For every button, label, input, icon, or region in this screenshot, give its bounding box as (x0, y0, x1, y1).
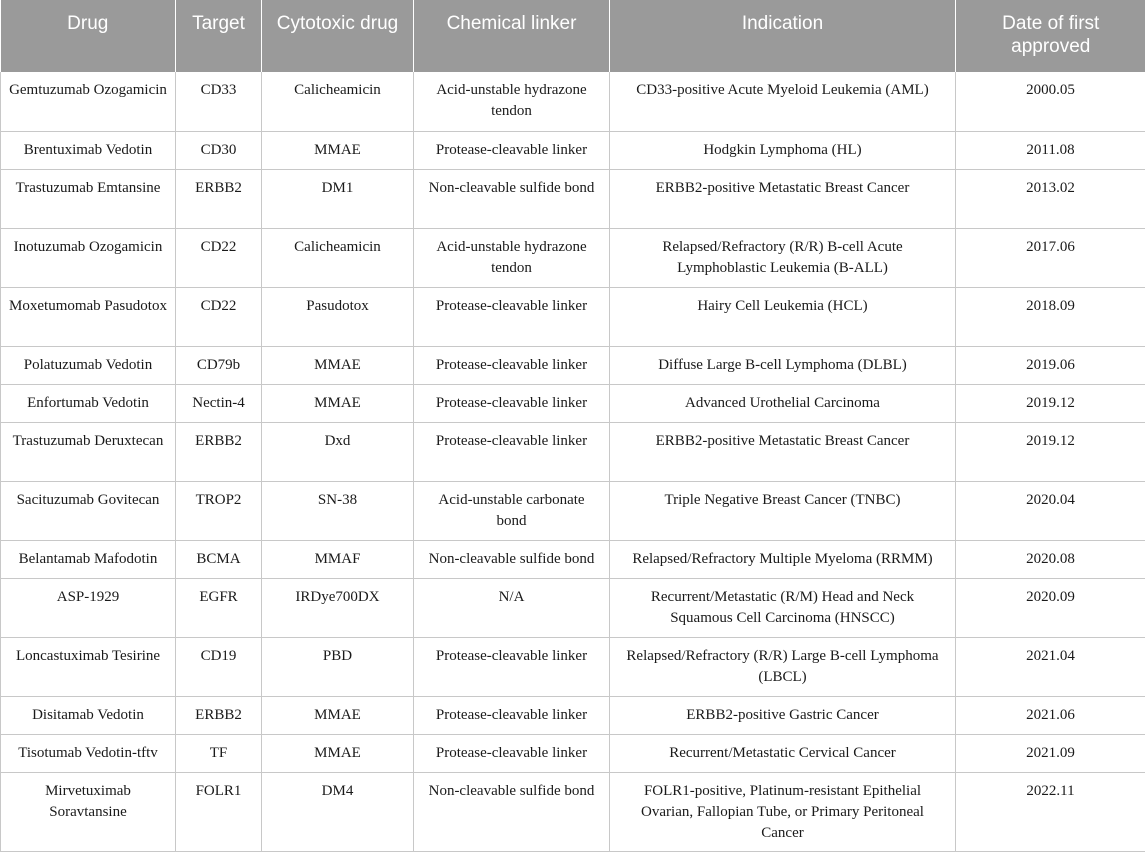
cell-date: 2000.05 (956, 72, 1145, 131)
cell-linker: Acid-unstable hydrazone tendon (414, 72, 610, 131)
cell-linker: Non-cleavable sulfide bond (414, 540, 610, 578)
cell-indication: Relapsed/Refractory (R/R) Large B-cell Lymphoma (LBCL) (610, 637, 956, 696)
cell-drug: Enfortumab Vedotin (1, 384, 176, 422)
cell-target: ERBB2 (176, 169, 262, 228)
table-row (1, 169, 1145, 228)
cell-cytotoxic: MMAE (262, 734, 414, 772)
cell-date: 2019.12 (956, 422, 1145, 481)
cell-target: ERBB2 (176, 696, 262, 734)
cell-target: CD19 (176, 637, 262, 696)
cell-indication: CD33-positive Acute Myeloid Leukemia (AML) (610, 72, 956, 131)
cell-drug: Mirvetuximab Soravtansine (1, 772, 176, 851)
cell-cytotoxic: Pasudotox (262, 287, 414, 346)
cell-cytotoxic: Dxd (262, 422, 414, 481)
cell-target: CD33 (176, 72, 262, 131)
cell-linker: Protease-cleavable linker (414, 734, 610, 772)
cell-target: FOLR1 (176, 772, 262, 851)
table-row (1, 72, 1145, 131)
cell-cytotoxic: SN-38 (262, 481, 414, 540)
cell-indication: Relapsed/Refractory Multiple Myeloma (RRMM) (610, 540, 956, 578)
cell-drug: Trastuzumab Deruxtecan (1, 422, 176, 481)
cell-cytotoxic: PBD (262, 637, 414, 696)
cell-indication: Hodgkin Lymphoma (HL) (610, 131, 956, 169)
cell-indication: ERBB2-positive Gastric Cancer (610, 696, 956, 734)
cell-drug: Belantamab Mafodotin (1, 540, 176, 578)
cell-indication: Advanced Urothelial Carcinoma (610, 384, 956, 422)
cell-date: 2017.06 (956, 228, 1145, 287)
cell-drug: Gemtuzumab Ozogamicin (1, 72, 176, 131)
cell-indication: FOLR1-positive, Platinum-resistant Epithelial Ovarian, Fallopian Tube, or Primary Peritoneal Cancer (610, 772, 956, 851)
table-row (1, 637, 1145, 696)
cell-drug: Brentuximab Vedotin (1, 131, 176, 169)
cell-date: 2019.12 (956, 384, 1145, 422)
cell-drug: Loncastuximab Tesirine (1, 637, 176, 696)
header-chemical-linker: Chemical linker (414, 0, 610, 72)
cell-date: 2021.04 (956, 637, 1145, 696)
cell-indication: Diffuse Large B-cell Lymphoma (DLBL) (610, 346, 956, 384)
cell-target: TROP2 (176, 481, 262, 540)
cell-cytotoxic: MMAE (262, 131, 414, 169)
cell-drug: Inotuzumab Ozogamicin (1, 228, 176, 287)
cell-indication: Recurrent/Metastatic Cervical Cancer (610, 734, 956, 772)
cell-indication: Hairy Cell Leukemia (HCL) (610, 287, 956, 346)
cell-date: 2022.11 (956, 772, 1145, 851)
header-drug: Drug (1, 0, 176, 72)
table-row (1, 540, 1145, 578)
cell-target: ERBB2 (176, 422, 262, 481)
cell-indication: Recurrent/Metastatic (R/M) Head and Neck Squamous Cell Carcinoma (HNSCC) (610, 578, 956, 637)
cell-cytotoxic: MMAE (262, 384, 414, 422)
cell-target: EGFR (176, 578, 262, 637)
cell-cytotoxic: Calicheamicin (262, 228, 414, 287)
cell-cytotoxic: MMAE (262, 346, 414, 384)
cell-target: CD22 (176, 287, 262, 346)
header-cytotoxic-drug: Cytotoxic drug (262, 0, 414, 72)
cell-linker: Non-cleavable sulfide bond (414, 772, 610, 851)
cell-linker: Non-cleavable sulfide bond (414, 169, 610, 228)
cell-target: CD30 (176, 131, 262, 169)
table-row (1, 384, 1145, 422)
cell-drug: Moxetumomab Pasudotox (1, 287, 176, 346)
cell-drug: Disitamab Vedotin (1, 696, 176, 734)
cell-drug: ASP-1929 (1, 578, 176, 637)
cell-linker: Protease-cleavable linker (414, 384, 610, 422)
cell-linker: Acid-unstable carbonate bond (414, 481, 610, 540)
cell-cytotoxic: MMAE (262, 696, 414, 734)
cell-target: BCMA (176, 540, 262, 578)
cell-date: 2021.06 (956, 696, 1145, 734)
cell-cytotoxic: DM4 (262, 772, 414, 851)
cell-linker: Protease-cleavable linker (414, 346, 610, 384)
cell-date: 2020.09 (956, 578, 1145, 637)
table-row (1, 481, 1145, 540)
cell-target: Nectin-4 (176, 384, 262, 422)
cell-linker: Protease-cleavable linker (414, 131, 610, 169)
table-row (1, 734, 1145, 772)
cell-date: 2019.06 (956, 346, 1145, 384)
table-row (1, 346, 1145, 384)
cell-indication: Triple Negative Breast Cancer (TNBC) (610, 481, 956, 540)
cell-indication: ERBB2-positive Metastatic Breast Cancer (610, 422, 956, 481)
header-row (1, 0, 1145, 72)
table-row (1, 772, 1145, 851)
cell-cytotoxic: Calicheamicin (262, 72, 414, 131)
cell-drug: Polatuzumab Vedotin (1, 346, 176, 384)
table-row (1, 228, 1145, 287)
cell-cytotoxic: MMAF (262, 540, 414, 578)
header-target: Target (176, 0, 262, 72)
cell-drug: Trastuzumab Emtansine (1, 169, 176, 228)
header-indication: Indication (610, 0, 956, 72)
cell-date: 2018.09 (956, 287, 1145, 346)
table-row (1, 696, 1145, 734)
cell-drug: Sacituzumab Govitecan (1, 481, 176, 540)
cell-linker: Protease-cleavable linker (414, 696, 610, 734)
cell-date: 2011.08 (956, 131, 1145, 169)
cell-date: 2021.09 (956, 734, 1145, 772)
cell-date: 2020.04 (956, 481, 1145, 540)
cell-linker: Protease-cleavable linker (414, 422, 610, 481)
cell-date: 2013.02 (956, 169, 1145, 228)
cell-indication: ERBB2-positive Metastatic Breast Cancer (610, 169, 956, 228)
cell-date: 2020.08 (956, 540, 1145, 578)
cell-cytotoxic: DM1 (262, 169, 414, 228)
cell-linker: Protease-cleavable linker (414, 637, 610, 696)
table-row (1, 422, 1145, 481)
cell-indication: Relapsed/Refractory (R/R) B-cell Acute Lymphoblastic Leukemia (B-ALL) (610, 228, 956, 287)
cell-target: TF (176, 734, 262, 772)
cell-drug: Tisotumab Vedotin-tftv (1, 734, 176, 772)
cell-linker: N/A (414, 578, 610, 637)
table-row (1, 287, 1145, 346)
table-row (1, 578, 1145, 637)
cell-target: CD79b (176, 346, 262, 384)
cell-target: CD22 (176, 228, 262, 287)
table-row (1, 131, 1145, 169)
cell-cytotoxic: IRDye700DX (262, 578, 414, 637)
cell-linker: Acid-unstable hydrazone tendon (414, 228, 610, 287)
cell-linker: Protease-cleavable linker (414, 287, 610, 346)
header-date-first-approved: Date of first approved (956, 0, 1145, 72)
